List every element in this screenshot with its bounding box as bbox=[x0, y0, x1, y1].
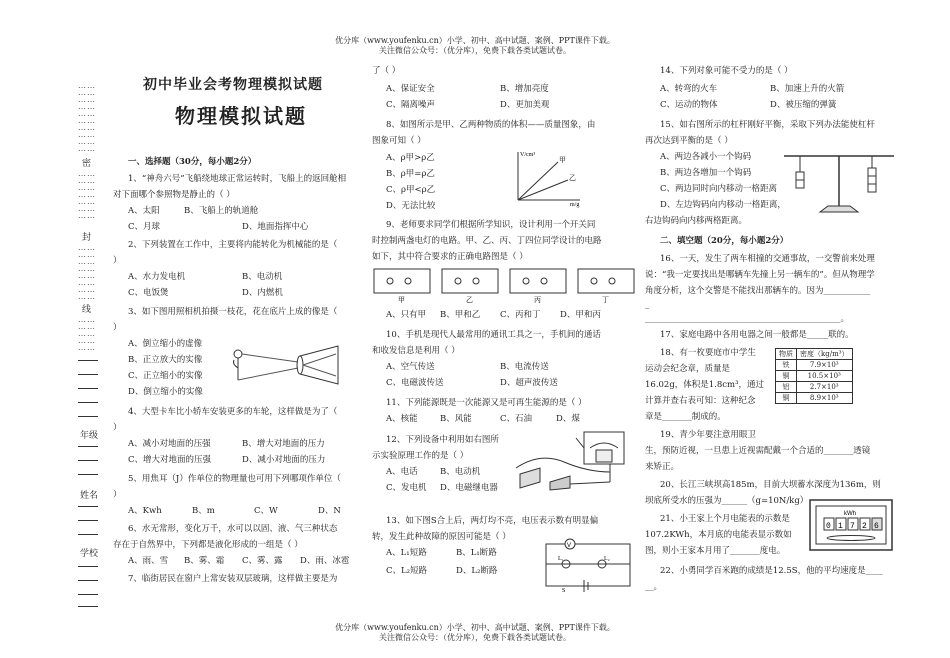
circuit-yi bbox=[442, 269, 498, 304]
q8-option-d: D、无法比较 bbox=[386, 201, 436, 211]
q15-option-d-cont: 右边钩码向内移两格距离。 bbox=[645, 216, 748, 226]
q9-text1: 9、老师要求同学们根据所学知识，设计利用一个开关同 bbox=[386, 220, 596, 230]
q21-text1: 21、小王家上个月电能表的示数是 bbox=[660, 514, 790, 524]
gutter-rule bbox=[78, 566, 98, 567]
gutter-rule bbox=[78, 520, 98, 521]
gutter-rule bbox=[78, 446, 98, 447]
circuit-diagrams bbox=[372, 265, 640, 305]
table-row bbox=[776, 371, 853, 382]
q9-text3: 如下，其中符合要求的正确电路图是（ ） bbox=[372, 252, 528, 262]
gutter-rule bbox=[78, 534, 98, 535]
footer-line-2: 关注微信公众号：（优分库），免费下载各类试题试卷。 bbox=[379, 633, 571, 642]
q8-option-c: C、ρ甲<ρ乙 bbox=[386, 185, 436, 195]
q7-option-b: B、增加亮度 bbox=[500, 84, 549, 94]
circuit-label-ding: 丁 bbox=[602, 296, 609, 304]
density-cell: 10.5×10³ bbox=[797, 371, 853, 382]
q12-option-d: D、电磁继电器 bbox=[440, 483, 498, 493]
q7-option-c: C、隔离噪声 bbox=[386, 100, 436, 110]
circuit-label-yi: 乙 bbox=[466, 296, 473, 304]
q10-option-b: B、电流传送 bbox=[500, 362, 549, 372]
density-table-header bbox=[776, 349, 853, 360]
gutter-dots-1: …… bbox=[78, 81, 96, 90]
gutter-grade-label: 年级 bbox=[80, 431, 99, 441]
q9-option-c: C、丙和丁 bbox=[500, 310, 541, 320]
q21-text2: 107.2KWh，本月底的电能表显示数如 bbox=[645, 530, 792, 540]
q1-text1: 1、“神舟六号”飞船绕地球正常运转时，飞船上的返回舱相 bbox=[128, 174, 347, 184]
circuit-bing bbox=[510, 269, 566, 304]
graph-y-label: V/cm³ bbox=[520, 152, 536, 158]
gutter-dots-10: …… bbox=[78, 144, 96, 153]
gutter-dots-5: …… bbox=[78, 109, 96, 118]
q15-text2: 再次达到平衡的是（ ） bbox=[645, 136, 733, 146]
q18-text5: 章是_______制成的。 bbox=[645, 412, 726, 422]
q5-option-c: C、W bbox=[254, 506, 278, 516]
q15-text1: 15、如右图所示的杠杆刚好平衡，采取下列办法能使杠杆 bbox=[660, 120, 875, 130]
gutter-dots-29: …… bbox=[78, 336, 96, 345]
circuit-jia bbox=[374, 269, 430, 304]
gutter-rule bbox=[78, 402, 98, 403]
switch-label: S bbox=[562, 588, 566, 594]
q11-option-c: C、石油 bbox=[500, 414, 533, 424]
table-row bbox=[776, 382, 853, 393]
q16-text2: 说：“我一定要找出是哪辆车先撞上另一辆车的”。但从物理学 bbox=[645, 270, 875, 280]
lamp2-label: L₂ bbox=[604, 556, 610, 562]
q18-text1: 18、有一枚要庭市中学生 bbox=[660, 348, 756, 358]
header-line-1: 优分库（www.youfenku.cn）小学、初中、高中试题、案例、PPT课件下载。 bbox=[335, 36, 615, 45]
gutter-rule bbox=[78, 388, 98, 389]
q1-text2: 对下面哪个参照物是静止的（ ） bbox=[113, 190, 235, 200]
q2-option-c: C、电饭煲 bbox=[128, 288, 169, 298]
q1-option-a: A、太阳 bbox=[128, 206, 160, 216]
exam-title: 初中毕业会考物理模拟试题 bbox=[143, 77, 323, 93]
q6-option-d: D、雨、冰雹 bbox=[300, 556, 350, 566]
q22-text1: 22、小勇同学百米跑的成绩是12.5S，他的平均速度是____ bbox=[660, 566, 883, 576]
substance-cell: 铝 bbox=[776, 382, 797, 393]
gutter-rule bbox=[78, 506, 98, 507]
q5-option-b: B、m bbox=[192, 506, 215, 516]
q5-text2: ） bbox=[113, 490, 122, 500]
table-row bbox=[776, 393, 853, 404]
gutter-dots-22: …… bbox=[78, 271, 96, 280]
q5-text1: 5、用焦耳（J）作单位的物理量也可用下列哪项作单位（ bbox=[128, 474, 341, 484]
q2-text1: 2、下列装置在工作中，主要将内能转化为机械能的是（ bbox=[128, 240, 338, 250]
q4-text2: ） bbox=[113, 423, 122, 433]
gutter-dots-25: …… bbox=[78, 292, 96, 301]
q13-option-d: D、L₂断路 bbox=[456, 566, 498, 576]
q13-option-b: B、L₁断路 bbox=[456, 548, 497, 558]
q15-option-b: B、两边各增加一个钩码 bbox=[660, 168, 752, 178]
q20-text1: 20、长江三峡坝高185m，目前大坝蓄水深度为136m，则 bbox=[660, 480, 881, 490]
gutter-dots-19: …… bbox=[78, 250, 96, 259]
q14-option-a: A、转弯的火车 bbox=[660, 84, 718, 94]
q3-text1: 3、如下图用照相机拍摄一枝花，花在底片上成的像是（ bbox=[128, 307, 338, 317]
gutter-dots-11: …… bbox=[78, 169, 96, 178]
q10-option-c: C、电磁波传送 bbox=[386, 378, 444, 388]
gutter-dots-26: …… bbox=[78, 315, 96, 324]
q7-text1: 7、临街居民在窗户上常安装双层玻璃，这样做主要是为 bbox=[128, 574, 338, 584]
q6-text1: 6、水无常形，变化万千，水可以以固、液、气三种状态 bbox=[128, 524, 338, 534]
q4-option-d: D、减小对地面的压力 bbox=[242, 455, 326, 465]
q3-option-a: A、倒立缩小的虚像 bbox=[128, 339, 203, 349]
voltmeter-label: V bbox=[567, 543, 572, 549]
q11-option-d: D、煤 bbox=[556, 414, 580, 424]
circuit-label-jia: 甲 bbox=[398, 296, 405, 304]
section2-heading: 二、填空题（20分，每小题2分） bbox=[660, 236, 789, 246]
gutter-dots-14: …… bbox=[78, 190, 96, 199]
q1-option-c: C、月球 bbox=[128, 222, 161, 232]
q9-text2: 时控制两盏电灯的电路。甲、乙、丙、丁四位同学设计的电路 bbox=[372, 236, 602, 246]
q9-option-d: D、甲和丙 bbox=[560, 310, 601, 320]
circuit-label-bing: 丙 bbox=[534, 296, 541, 304]
q10-option-a: A、空气传送 bbox=[386, 362, 435, 372]
gutter-dots-18: …… bbox=[78, 243, 96, 252]
meter-digit: 7 bbox=[850, 522, 855, 531]
lamp1-label: L₁ bbox=[558, 556, 564, 562]
q14-option-d: D、被压缩的弹簧 bbox=[770, 100, 837, 110]
q12-option-b: B、电动机 bbox=[440, 467, 481, 477]
gutter-dots-3: …… bbox=[78, 95, 96, 104]
q22-text2: __。 bbox=[645, 582, 663, 592]
q4-option-b: B、增大对地面的压力 bbox=[242, 439, 325, 449]
q12-option-a: A、电话 bbox=[386, 467, 418, 477]
q15-option-c: C、两边同时向内移动一格距离 bbox=[660, 184, 778, 194]
q8-option-b: B、ρ甲=ρ乙 bbox=[386, 169, 435, 179]
substance-cell: 铜 bbox=[776, 393, 797, 404]
q8-option-a: A、ρ甲>ρ乙 bbox=[386, 153, 435, 163]
meter-digit: 0 bbox=[826, 522, 831, 531]
q15-option-a: A、两边各减小一个钩码 bbox=[660, 152, 752, 162]
q7-option-d: D、更加美观 bbox=[500, 100, 550, 110]
q13-option-c: C、L₂短路 bbox=[386, 566, 428, 576]
binding-gutter bbox=[78, 82, 100, 152]
gutter-dots-12: …… bbox=[78, 176, 96, 185]
gutter-dots-28: …… bbox=[78, 329, 96, 338]
q18-text2: 运动会纪念章，质量是 bbox=[645, 364, 731, 374]
energy-meter-figure bbox=[806, 496, 896, 554]
q8-text1: 8、如图所示是甲、乙两种物质的体积——质量图象，由 bbox=[386, 120, 596, 130]
q18-text3: 16.02g，体积是1.8cm³，通过 bbox=[645, 380, 765, 390]
gutter-dots-6: …… bbox=[78, 116, 96, 125]
lever-balance-figure bbox=[780, 146, 900, 218]
exam-subtitle: 物理模拟试题 bbox=[175, 104, 307, 128]
substance-cell: 铜 bbox=[776, 371, 797, 382]
q11-option-a: A、核能 bbox=[386, 414, 418, 424]
density-cell: 7.9×10³ bbox=[797, 360, 853, 371]
q11-option-b: B、风能 bbox=[440, 414, 472, 424]
q6-option-a: A、雨、雪 bbox=[128, 556, 169, 566]
q16-text3: 角度分析，这个交警是不能找出那辆车的。因为___________ bbox=[645, 286, 871, 296]
q3-text2: ） bbox=[113, 323, 122, 333]
density-table bbox=[775, 348, 853, 404]
gutter-dots-30: …… bbox=[78, 343, 96, 352]
q3-option-c: C、正立缩小的实像 bbox=[128, 371, 203, 381]
gutter-line-char: 线 bbox=[82, 305, 92, 315]
q18-text4: 计算并查右表可知：这种纪念 bbox=[645, 396, 756, 406]
binding-gutter-bottom bbox=[78, 316, 100, 351]
q1-option-d: D、地面指挥中心 bbox=[242, 222, 309, 232]
meter-digit: 6 bbox=[874, 522, 879, 531]
q12-text1: 12、下列设备中利用如右图所 bbox=[386, 435, 499, 445]
q13-option-a: A、L₁短路 bbox=[386, 548, 427, 558]
q6-text2: 存在于自然界中，下列都是液化形成的一组是（ ） bbox=[113, 540, 303, 550]
q16-text5: ______________________________________________。 bbox=[645, 314, 850, 324]
gutter-seal-char: 密 bbox=[82, 159, 92, 169]
magnet-coil-figure bbox=[510, 428, 638, 492]
gutter-dots-9: …… bbox=[78, 137, 96, 146]
q4-text1: 4、大型卡车比小轿车安装更多的车轮，这样做是为了（ bbox=[128, 407, 338, 417]
q2-option-a: A、水力发电机 bbox=[128, 272, 186, 282]
binding-gutter-mid bbox=[78, 170, 100, 219]
q12-option-c: C、发电机 bbox=[386, 483, 427, 493]
q19-text1: 19、青少年要注意用眼卫 bbox=[660, 430, 756, 440]
density-header-density: 密度（kg/m³） bbox=[797, 349, 853, 360]
gutter-dots-16: …… bbox=[78, 204, 96, 213]
gutter-rule bbox=[78, 606, 98, 607]
gutter-dots-24: …… bbox=[78, 285, 96, 294]
q4-option-c: C、增大对地面的压强 bbox=[128, 455, 212, 465]
gutter-dots-4: …… bbox=[78, 102, 96, 111]
q14-option-c: C、运动的物体 bbox=[660, 100, 718, 110]
gutter-dots-8: …… bbox=[78, 130, 96, 139]
q9-option-b: B、甲和乙 bbox=[440, 310, 481, 320]
q16-text4: _ bbox=[645, 300, 650, 310]
q4-option-a: A、减小对地面的压强 bbox=[128, 439, 211, 449]
q2-option-d: D、内燃机 bbox=[242, 288, 283, 298]
gutter-rule bbox=[78, 416, 98, 417]
gutter-rule bbox=[78, 360, 98, 361]
q9-option-a: A、只有甲 bbox=[386, 310, 427, 320]
q19-text2: 生，预防近视，一旦患上近视需配戴一个合适的_______透镜 bbox=[645, 446, 871, 456]
q6-option-c: C、雾、露 bbox=[242, 556, 283, 566]
q2-text2: ） bbox=[113, 256, 122, 266]
gutter-rule bbox=[78, 474, 98, 475]
q1-option-b: B、飞船上的轨道舱 bbox=[184, 206, 259, 216]
graph-line-yi: 乙 bbox=[569, 174, 576, 182]
q8-text2: 图象可知（ ） bbox=[372, 136, 426, 146]
gutter-dots-23: …… bbox=[78, 278, 96, 287]
gutter-dots-15: …… bbox=[78, 197, 96, 206]
section1-heading: 一、选择题（30分，每小题2分） bbox=[128, 157, 257, 167]
q21-text3: 图，则小王家本月用了_______度电。 bbox=[645, 546, 786, 556]
gutter-dots-7: …… bbox=[78, 123, 96, 132]
q17-text1: 17、家庭电路中各用电器之间一般都是_____联的。 bbox=[660, 330, 854, 340]
density-cell: 2.7×10³ bbox=[797, 382, 853, 393]
q10-text1: 10、手机是现代人最常用的通讯工具之一，手机间的通话 bbox=[386, 330, 601, 340]
q19-text3: 来矫正。 bbox=[645, 462, 680, 472]
gutter-school-label: 学校 bbox=[80, 549, 99, 559]
q5-option-a: A、Kwh bbox=[128, 506, 162, 516]
q14-text1: 14、下列对象可能不受力的是（ ） bbox=[660, 66, 793, 76]
gutter-dots-13: …… bbox=[78, 183, 96, 192]
gutter-rule bbox=[78, 594, 98, 595]
fault-circuit-figure bbox=[540, 534, 640, 594]
gutter-rule bbox=[78, 580, 98, 581]
q10-text2: 和收发信息是利用（ ） bbox=[372, 346, 460, 356]
q16-text1: 16、一天，发生了两车相撞的交通事故，一交警前来处理 bbox=[660, 254, 875, 264]
q2-option-b: B、电动机 bbox=[242, 272, 283, 282]
graph-line-jia: 甲 bbox=[559, 156, 566, 164]
q5-option-d: D、N bbox=[318, 506, 341, 516]
substance-cell: 铁 bbox=[776, 360, 797, 371]
volume-mass-graph bbox=[510, 148, 590, 206]
gutter-rule bbox=[78, 374, 98, 375]
gutter-dots-17: …… bbox=[78, 211, 96, 220]
gutter-name-label: 姓名 bbox=[80, 491, 99, 501]
q20-text2: 坝底所受水的压强为______（g=10N/kg） bbox=[645, 496, 809, 506]
meter-digit: 2 bbox=[862, 522, 867, 531]
q14-option-b: B、加速上升的火箭 bbox=[770, 84, 845, 94]
q6-option-b: B、雾、霜 bbox=[184, 556, 225, 566]
gutter-dots-21: …… bbox=[78, 264, 96, 273]
q15-option-d: D、左边钩码向内移动一格距离， bbox=[660, 200, 786, 210]
q12-text2: 示实验原理工作的是（ ） bbox=[372, 451, 469, 461]
q13-text2: 转，发生此种故障的原因可能是（ ） bbox=[372, 532, 511, 542]
q3-option-b: B、正立放大的实像 bbox=[128, 355, 203, 365]
density-header-substance: 物质 bbox=[776, 349, 797, 360]
circuit-ding bbox=[578, 269, 634, 304]
graph-x-label: m/g bbox=[570, 202, 580, 208]
gutter-dots-2: …… bbox=[78, 88, 96, 97]
gutter-envelope-char: 封 bbox=[82, 233, 92, 243]
q11-text1: 11、下列能源既是一次能源又是可再生能源的是（ ） bbox=[386, 398, 587, 408]
q3-option-d: D、倒立缩小的实像 bbox=[128, 387, 203, 397]
camera-flower-figure bbox=[228, 340, 353, 386]
q7-option-a: A、保证安全 bbox=[386, 84, 435, 94]
header-line-2: 关注微信公众号：（优分库），免费下载各类试题试卷。 bbox=[379, 46, 571, 55]
meter-unit-label: kWh bbox=[844, 511, 856, 517]
footer-line-1: 优分库（www.youfenku.cn）小学、初中、高中试题、案例、PPT课件下载。 bbox=[335, 623, 615, 632]
q10-option-d: D、超声波传送 bbox=[500, 378, 558, 388]
gutter-rule bbox=[78, 460, 98, 461]
q13-text1: 13、如下图S合上后，两灯均不亮，电压表示数有明显偏 bbox=[386, 516, 599, 526]
table-row bbox=[776, 360, 853, 371]
density-cell: 8.9×10³ bbox=[797, 393, 853, 404]
gutter-dots-27: …… bbox=[78, 322, 96, 331]
gutter-dots-20: …… bbox=[78, 257, 96, 266]
meter-digit: 1 bbox=[838, 522, 843, 531]
binding-gutter-low bbox=[78, 244, 100, 300]
q7-text2: 了（ ） bbox=[372, 66, 401, 76]
